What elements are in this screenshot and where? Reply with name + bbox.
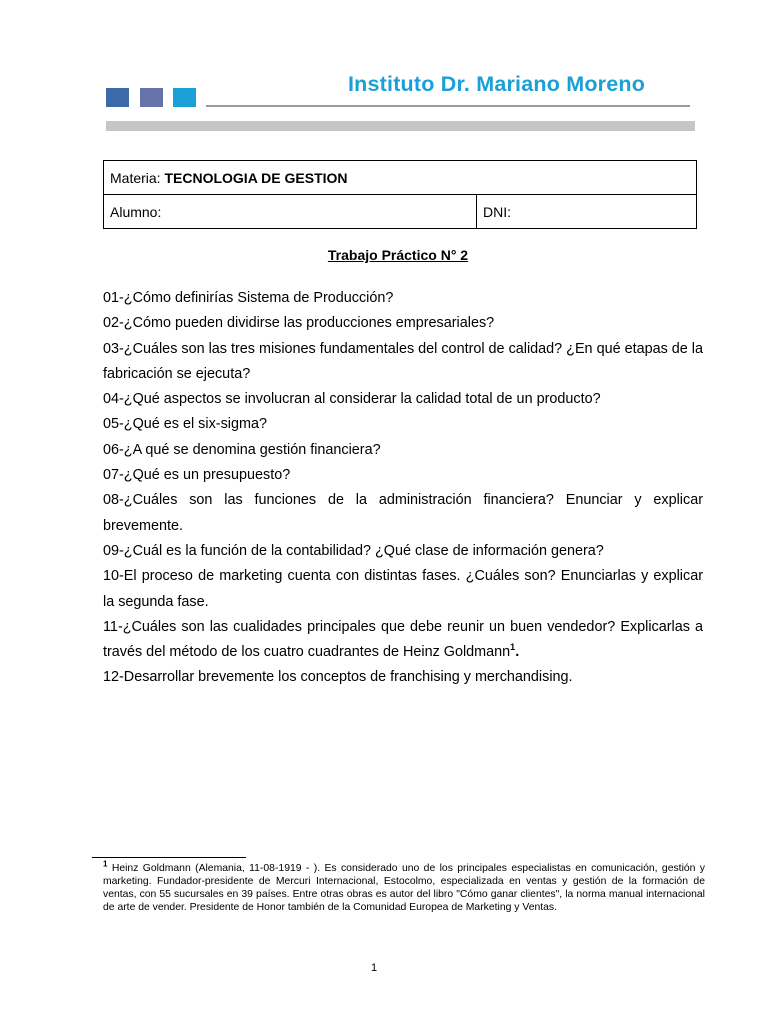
subject-row	[104, 161, 697, 195]
assignment-title: Trabajo Práctico N° 2	[327, 247, 469, 263]
footnote	[103, 859, 706, 914]
footnote-separator	[92, 857, 246, 858]
student-label: Alumno:	[110, 203, 162, 220]
question-5: 05-¿Qué es el six-sigma?	[103, 416, 267, 433]
question-4: 04-¿Qué aspectos se involucran al considerar la calidad total de un producto?	[103, 391, 601, 408]
question-7: 07-¿Qué es un presupuesto?	[103, 467, 291, 484]
student-cell	[104, 195, 477, 229]
footnote-mark: 1	[103, 859, 108, 869]
dni-cell	[477, 195, 697, 229]
question-2: 02-¿Cómo pueden dividirse las producciones empresariales?	[103, 315, 495, 332]
logo-square-1	[106, 88, 129, 107]
question-12: 12-Desarrollar brevemente los conceptos de franchising y merchandising.	[103, 669, 573, 686]
student-info-table	[103, 160, 697, 229]
question-11-text: 11-¿Cuáles son las cualidades principales que debe reunir un buen vendedor? Explicarlas a través del método de los cuatro cuadrantes de Heinz Goldmann	[103, 618, 703, 661]
page-number: 1	[370, 962, 378, 974]
header-rule	[206, 105, 690, 107]
footnote-text: Heinz Goldmann (Alemania, 11-08-1919 - ). Es considerado uno de los principales especialistas en comunicación, gestión y marketing. Fundador-presidente de Mercuri Internacional, Estocolmo, especializada en ventas y gestión de la formación de ventas, con 55 sucursales en 39 países. Entre otras obras es autor del libro "Cómo ganar clientes", la norma manual internacional de arte de vender. Presidente de Honor también de la Comunidad Europea de Marketing y Ventas.	[103, 863, 706, 913]
footnote-reference[interactable]: 1	[510, 642, 516, 653]
subject-value: TECNOLOGIA DE GESTION	[164, 169, 348, 186]
institution-title: Instituto Dr. Mariano Moreno	[348, 72, 646, 96]
dni-label: DNI:	[483, 203, 511, 220]
logo-square-3	[173, 88, 196, 107]
logo-square-2	[140, 88, 163, 107]
question-10: 10-El proceso de marketing cuenta con distintas fases. ¿Cuáles son? Enunciarlas y explicar la segunda fase.	[103, 568, 703, 610]
subject-label: Materia:	[110, 169, 161, 186]
subject-cell	[104, 161, 697, 195]
question-list	[103, 286, 703, 691]
question-11-end: .	[515, 644, 520, 661]
question-1: 01-¿Cómo definirías Sistema de Producción?	[103, 290, 394, 306]
header-band	[106, 121, 695, 131]
question-6: 06-¿A qué se denomina gestión financiera?	[103, 441, 381, 458]
question-11	[103, 615, 703, 666]
question-3: 03-¿Cuáles son las tres misiones fundamentales del control de calidad? ¿En qué etapas de la fabricación se ejecuta?	[103, 340, 703, 382]
student-row	[104, 195, 697, 229]
question-9: 09-¿Cuál es la función de la contabilidad? ¿Qué clase de información genera?	[103, 542, 604, 559]
question-8: 08-¿Cuáles son las funciones de la administración financiera? Enunciar y explicar brevemente.	[103, 492, 703, 534]
